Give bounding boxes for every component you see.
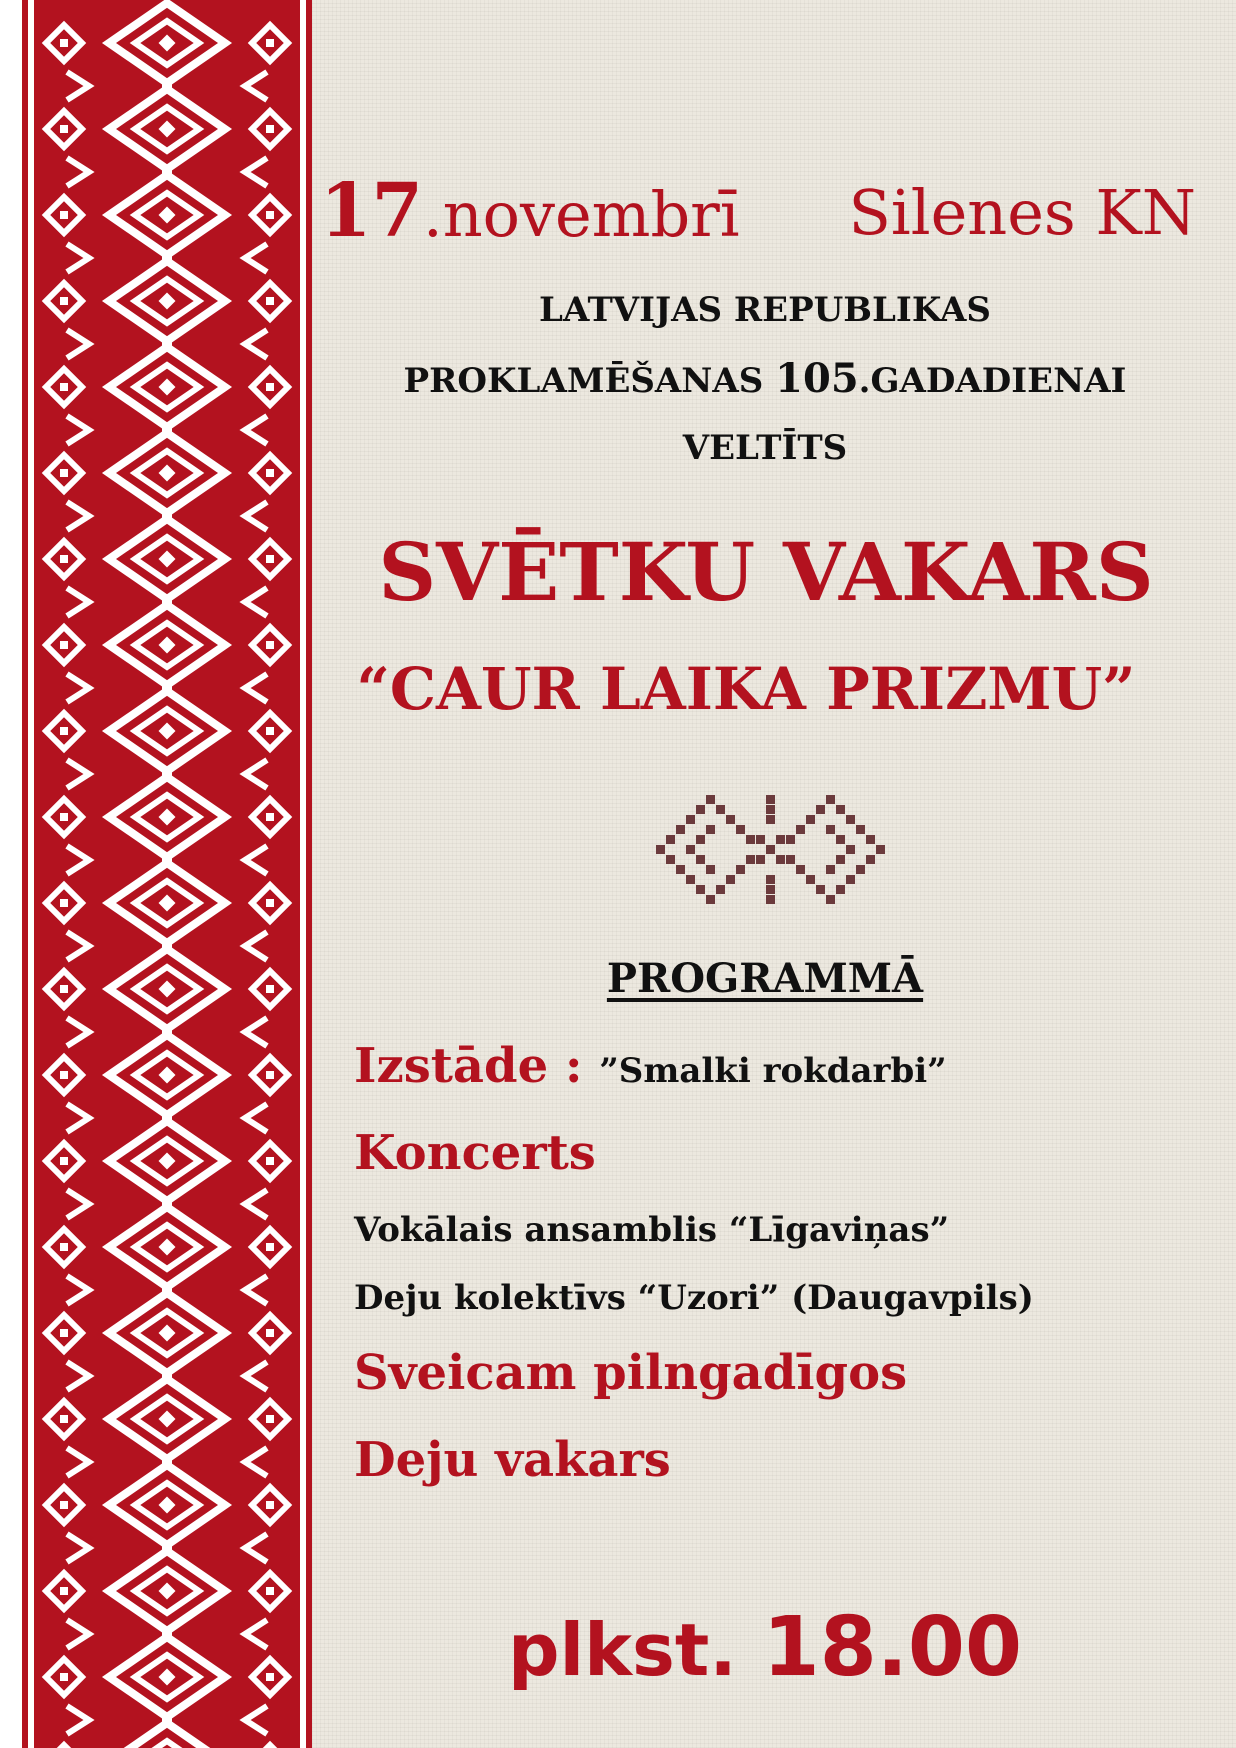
page-left-margin: [0, 0, 22, 1748]
date-venue-line: [320, 168, 1210, 254]
program-item-greeting: Sveicam pilngadīgos: [354, 1345, 908, 1401]
event-venue: Silenes KN: [848, 176, 1196, 249]
program-heading: PROGRAMMĀ: [606, 955, 924, 1002]
exhibition-label: Izstāde :: [354, 1038, 600, 1094]
event-time: [320, 1600, 1210, 1695]
subtitle-line-2-a: PROKLAMĒŠANAS: [403, 361, 776, 401]
event-day: 17: [320, 168, 423, 254]
event-subtitle-quote: “CAUR LAIKA PRIZMU”: [356, 655, 1136, 723]
subtitle-line-2-b: .GADADIENAI: [858, 361, 1127, 401]
time-value: 18.00: [762, 1600, 1023, 1695]
time-label: plkst.: [507, 1608, 737, 1692]
anniversary-number: 105: [775, 355, 859, 402]
latvian-ornament-sign-icon: [656, 785, 886, 905]
program-item-concert: Koncerts: [354, 1125, 596, 1181]
program-item-dance-evening: Deju vakars: [354, 1432, 671, 1488]
latvian-ornament-band-icon: [22, 0, 312, 1748]
subtitle-line-3: VELTĪTS: [682, 428, 848, 468]
subtitle-line-1: LATVIJAS REPUBLIKAS: [539, 290, 991, 330]
ornament-border-band: [22, 0, 312, 1748]
event-month: .novembrī: [422, 178, 740, 251]
program-item-dance-group: Deju kolektīvs “Uzori” (Daugavpils): [354, 1278, 1034, 1318]
exhibition-detail: ”Smalki rokdarbi”: [599, 1051, 947, 1091]
program-item-exhibition: [354, 1038, 947, 1094]
program-item-vocal-ensemble: Vokālais ansamblis “Līgaviņas”: [354, 1210, 950, 1250]
event-title: SVĒTKU VAKARS: [378, 525, 1154, 619]
subtitle-line-2: [320, 355, 1210, 402]
